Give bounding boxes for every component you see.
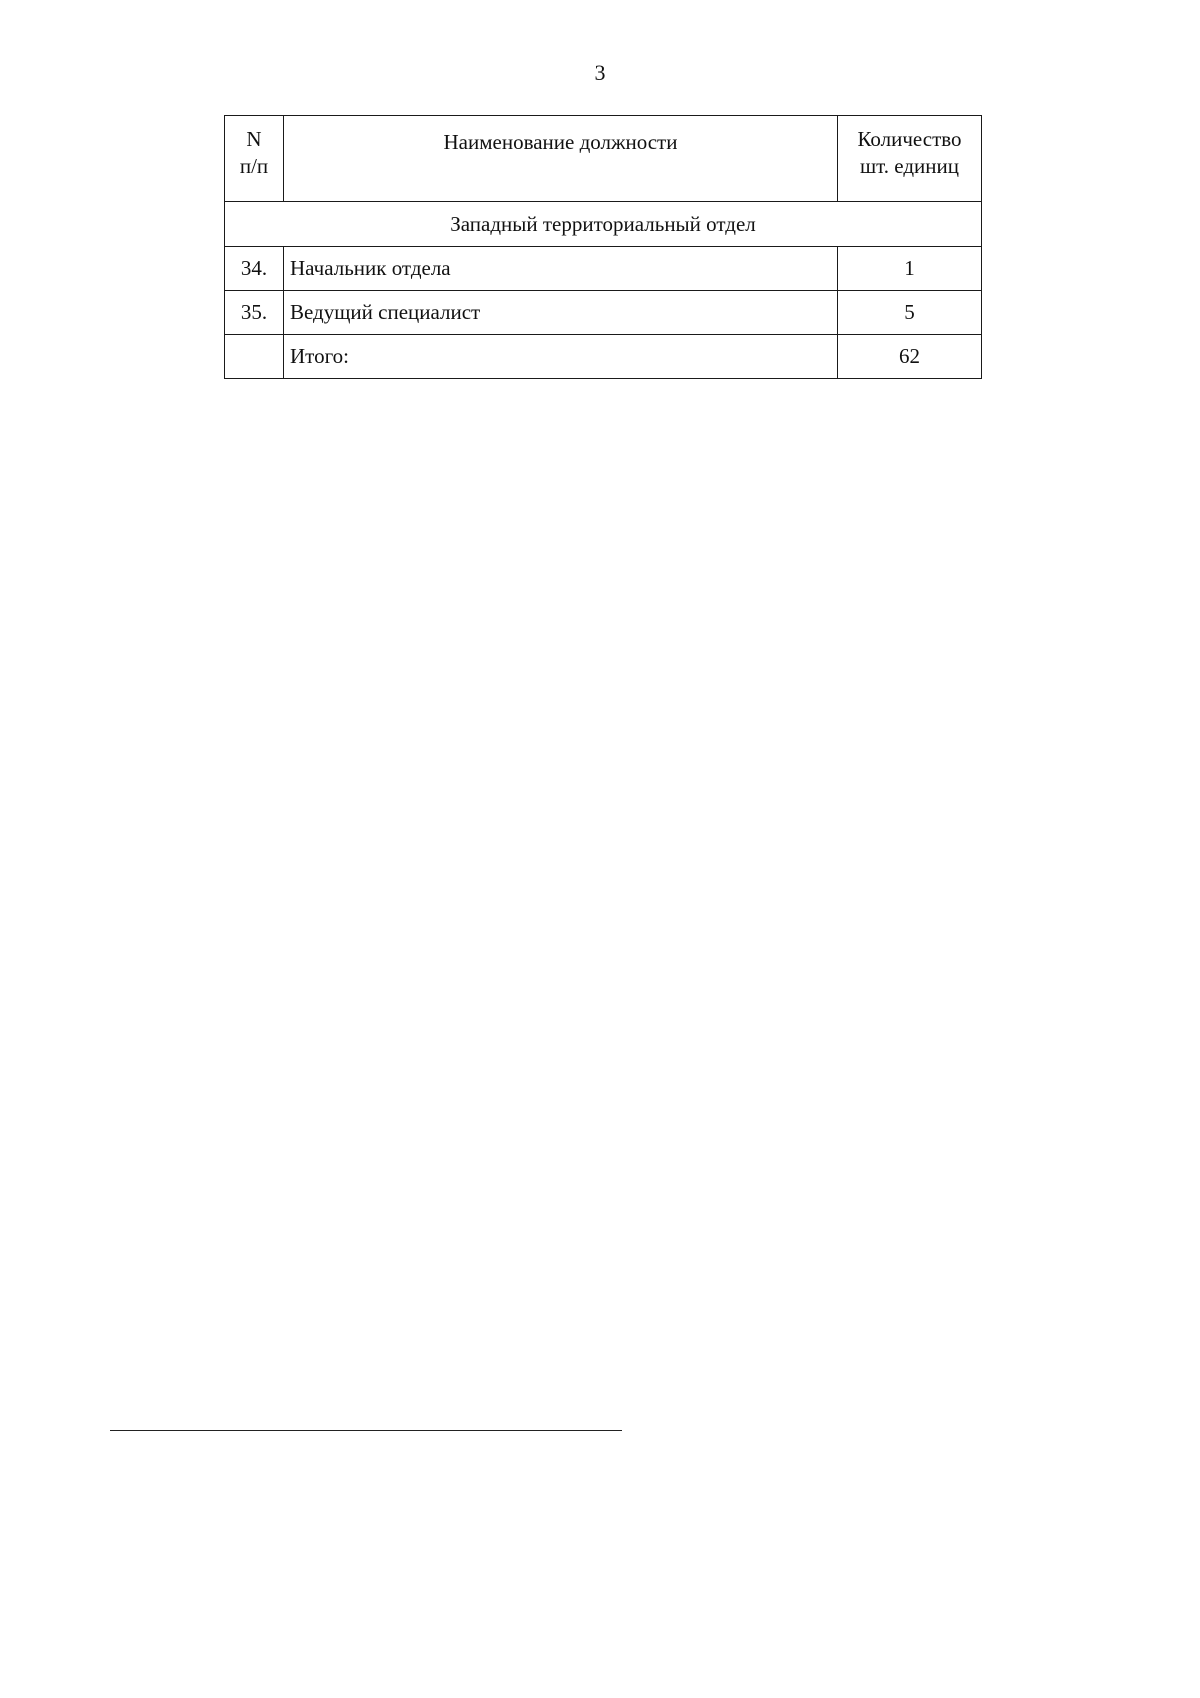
total-label: Итого: <box>284 335 838 379</box>
total-number-cell <box>225 335 284 379</box>
staff-table <box>224 115 982 379</box>
header-num-line1: N <box>246 127 262 151</box>
header-num-line2: п/п <box>239 154 269 178</box>
total-quantity: 62 <box>838 335 982 379</box>
table-row <box>225 291 982 335</box>
header-qty-line1: Количество <box>857 127 962 151</box>
section-title: Западный территориальный отдел <box>225 202 982 247</box>
row-number: 35. <box>225 291 284 335</box>
header-num-cell <box>225 116 284 202</box>
section-row <box>225 202 982 247</box>
header-name-cell: Наименование должности <box>284 116 838 202</box>
row-quantity: 1 <box>838 247 982 291</box>
row-position-name: Ведущий специалист <box>284 291 838 335</box>
page-number: 3 <box>594 60 606 85</box>
row-quantity: 5 <box>838 291 982 335</box>
header-qty-line2: шт. единиц <box>860 154 959 178</box>
header-qty-cell <box>838 116 982 202</box>
table-header-row <box>225 116 982 202</box>
row-position-name: Начальник отдела <box>284 247 838 291</box>
footnote-divider <box>110 1430 622 1431</box>
row-number: 34. <box>225 247 284 291</box>
table-row <box>225 247 982 291</box>
total-row <box>225 335 982 379</box>
